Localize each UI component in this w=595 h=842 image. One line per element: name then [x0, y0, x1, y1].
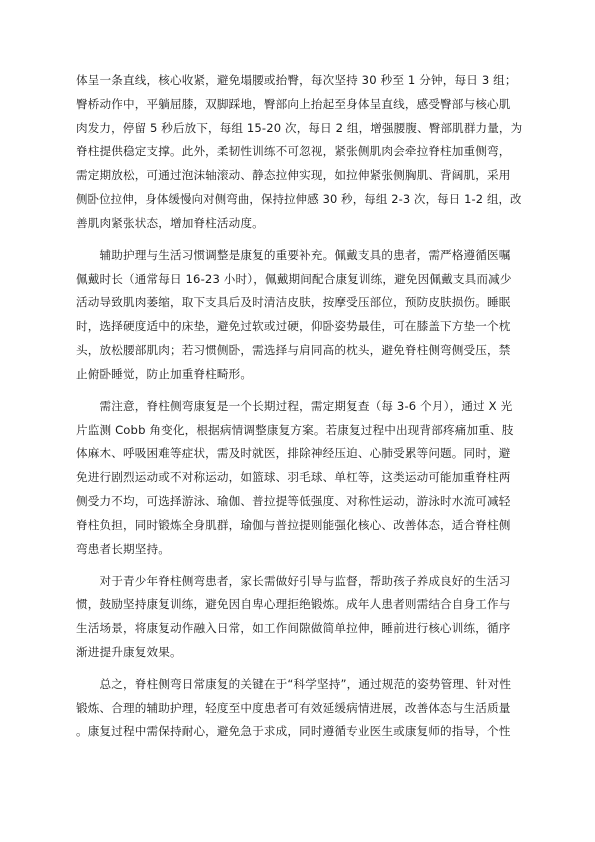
paragraph-spacer — [76, 387, 522, 395]
text-line: 生活场景，将康复动作融入日常，如工作间隙做简单拉伸，睡前进行核心训练，循序 — [76, 621, 511, 636]
text-line: 止俯卧睡觉，防止加重脊柱畸形。 — [76, 366, 253, 381]
text-line: 脊柱提供稳定支撑。此外，柔韧性训练不可忽视，紧张侧肌肉会牵拉脊柱加重侧弯， — [76, 144, 511, 159]
text-line: 总之，脊柱侧弯日常康复的关键在于“科学坚持”，通过规范的姿势管理、针对性 — [76, 676, 512, 691]
text-line: 时，选择硬度适中的床垫，避免过软或过硬，仰卧姿势最佳，可在膝盖下方垫一个枕 — [76, 319, 511, 334]
document-page — [76, 69, 522, 744]
text-line: 活动导致肌肉萎缩，取下支具后及时清洁皮肤，按摩受压部位，预防皮肤损伤。睡眠 — [76, 295, 511, 310]
text-line: 。康复过程中需保持耐心，避免急于求成，同时遵循专业医生或康复师的指导，个性 — [76, 724, 511, 739]
text-line: 需注意，脊柱侧弯康复是一个长期过程，需定期复查（每 3-6 个月），通过 X 光 — [76, 398, 513, 413]
text-line: 辅助护理与生活习惯调整是康复的重要补充。佩戴支具的患者，需严格遵循医嘱 — [76, 247, 511, 262]
paragraph-spacer — [76, 561, 522, 569]
text-line: 肉发力，停留 5 秒后放下，每组 15-20 次，每日 2 组，增强腰腹、臀部肌群力量，为 — [76, 120, 523, 135]
paragraph-4 — [76, 570, 522, 665]
paragraph-5 — [76, 673, 522, 744]
text-line: 惯，鼓励坚持康复训练，避免因自卑心理拒绝锻炼。成年人患者则需结合自身工作与 — [76, 597, 511, 612]
text-line: 锻炼、合理的辅助护理，轻度至中度患者可有效延缓病情进展，改善体态与生活质量 — [76, 700, 511, 715]
text-line: 渐进提升康复效果。 — [76, 644, 182, 659]
text-line: 佩戴时长（通常每日 16-23 小时），佩戴期间配合康复训练，避免因佩戴支具而减少 — [76, 271, 512, 286]
paragraph-3 — [76, 395, 522, 562]
text-line: 善肌肉紧张状态，增加脊柱活动度。 — [76, 215, 264, 230]
paragraph-1 — [76, 69, 522, 236]
paragraph-spacer — [76, 236, 522, 244]
text-line: 侧卧位拉伸，身体缓慢向对侧弯曲，保持拉伸感 30 秒，每组 2-3 次，每日 1-2 组，改 — [76, 191, 522, 206]
text-line: 需定期放松，可通过泡沫轴滚动、静态拉伸实现，如拉伸紧张侧胸肌、背阔肌，采用 — [76, 168, 511, 183]
text-line: 臀桥动作中，平躺屈膝，双脚踩地，臀部向上抬起至身体呈直线，感受臀部与核心肌 — [76, 96, 511, 111]
text-line: 体麻木、呼吸困难等症状，需及时就医，排除神经压迫、心肺受累等问题。同时，避 — [76, 446, 511, 461]
text-line: 侧受力不均，可选择游泳、瑜伽、普拉提等低强度、对称性运动，游泳时水流可减轻 — [76, 493, 511, 508]
text-line: 弯患者长期坚持。 — [76, 541, 170, 556]
text-line: 对于青少年脊柱侧弯患者，家长需做好引导与监督，帮助孩子养成良好的生活习 — [76, 573, 511, 588]
paragraph-spacer — [76, 665, 522, 673]
text-line: 片监测 Cobb 角变化，根据病情调整康复方案。若康复过程中出现背部疼痛加重、肢 — [76, 422, 514, 437]
text-line: 体呈一条直线，核心收紧，避免塌腰或抬臀，每次坚持 30 秒至 1 分钟，每日 3 组； — [76, 73, 517, 87]
paragraph-2 — [76, 244, 522, 387]
text-line: 头，放松腰部肌肉；若习惯侧卧，需选择与肩同高的枕头，避免脊柱侧弯侧受压，禁 — [76, 342, 511, 357]
text-line: 免进行剧烈运动或不对称运动，如篮球、羽毛球、单杠等，这类运动可能加重脊柱两 — [76, 470, 511, 485]
text-line: 脊柱负担，同时锻炼全身肌群，瑜伽与普拉提则能强化核心、改善体态，适合脊柱侧 — [76, 517, 511, 532]
